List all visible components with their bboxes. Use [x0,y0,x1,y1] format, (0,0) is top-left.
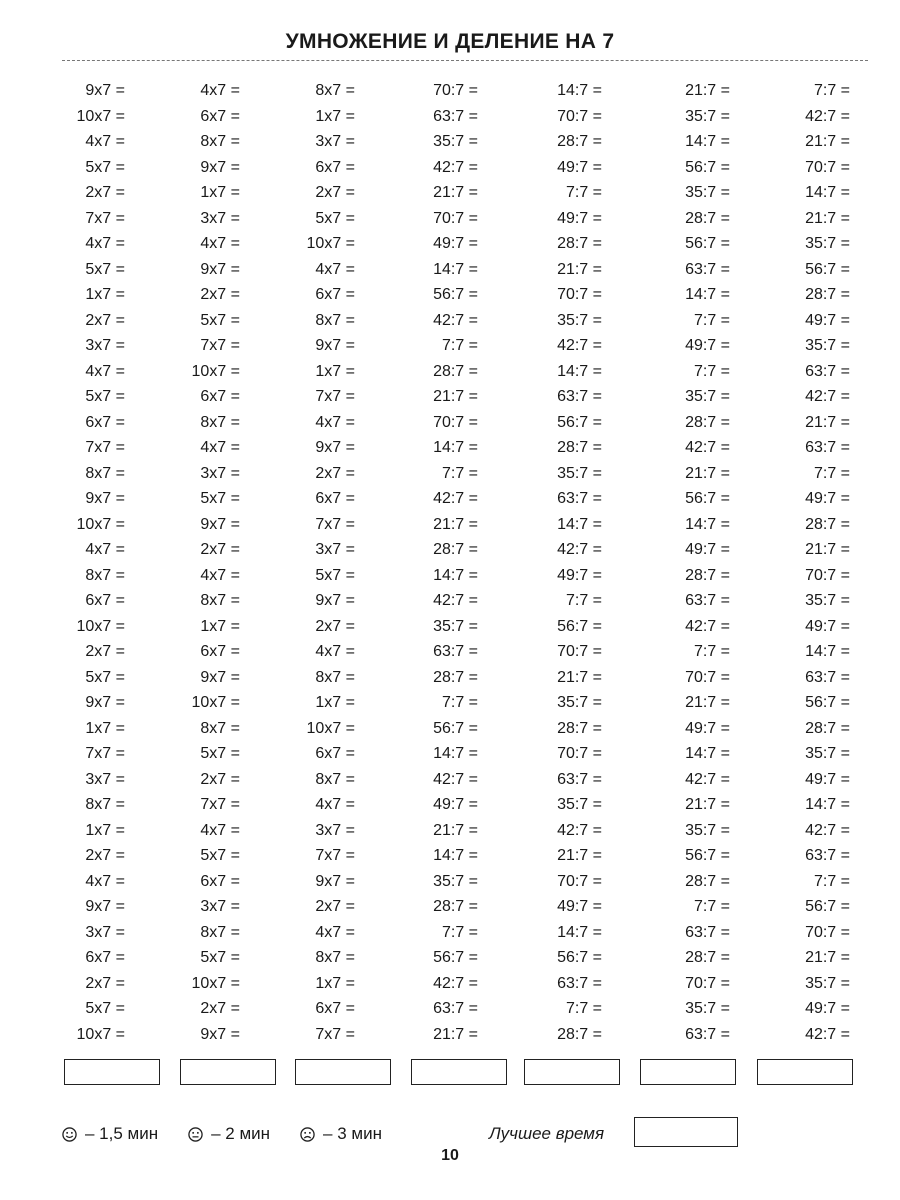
exercise-item: 6x7 = [85,949,125,966]
exercise-item: 2x7 = [315,617,355,635]
exercise-item: 49:7 = [805,770,850,788]
exercise-item: 6x7 = [200,643,240,660]
exercise-item: 7:7 = [813,82,850,99]
exercise-item: 4x7 = [200,566,240,584]
exercise-column [0,78,125,1047]
exercise-item: 9x7 = [85,490,125,507]
exercise-item: 14:7 = [805,184,850,201]
exercise-item: 70:7 = [557,745,602,762]
exercise-item: 21:7 = [805,209,850,227]
exercise-item: 35:7 = [557,796,602,813]
exercise-item: 14:7 = [685,515,730,533]
exercise-item: 28:7 = [685,413,730,431]
exercise-item: 42:7 = [433,158,478,176]
exercise-item: 7:7 = [693,362,730,380]
exercise-item: 35:7 = [433,617,478,635]
exercise-item: 4x7 = [315,260,355,278]
exercise-item: 28:7 = [685,566,730,584]
exercise-item: 6x7 = [200,107,240,125]
exercise-item: 21:7 = [433,515,478,533]
exercise-item: 7:7 = [565,184,602,201]
answer-box[interactable] [411,1059,507,1085]
exercise-item: 7x7 = [200,796,240,813]
exercise-item: 2x7 = [85,847,125,864]
exercise-item: 35:7 = [557,694,602,711]
exercise-item: 5x7 = [200,745,240,762]
exercise-item: 56:7 = [805,260,850,278]
exercise-item: 49:7 = [805,311,850,329]
exercise-item: 10x7 = [191,362,240,380]
exercise-item: 4x7 = [200,235,240,252]
exercise-item: 42:7 = [433,592,478,609]
exercise-item: 49:7 = [433,796,478,813]
exercise-item: 35:7 = [685,1000,730,1017]
exercise-item: 4x7 = [85,872,125,890]
exercise-item: 49:7 = [685,719,730,737]
exercise-item: 42:7 = [805,107,850,125]
exercise-item: 21:7 = [433,388,478,405]
exercise-item: 14:7 = [433,745,478,762]
exercise-item: 9x7 = [200,515,240,533]
page-number: 10 [441,1147,459,1164]
exercise-item: 8x7 = [85,796,125,813]
exercise-item: 56:7 = [805,694,850,711]
exercise-item: 21:7 = [805,541,850,558]
timing-medium-text: – 2 мин [211,1124,271,1143]
exercise-item: 5x7 = [200,490,240,507]
exercise-item: 7:7 = [693,898,730,915]
exercise-item: 28:7 = [685,872,730,890]
exercise-item: 70:7 = [805,158,850,176]
exercise-item: 49:7 = [685,541,730,558]
exercise-item: 3x7 = [315,133,355,150]
exercise-item: 3x7 = [85,337,125,354]
exercise-item: 9x7 = [315,592,355,609]
happy-face-icon [62,1127,77,1142]
exercise-item: 49:7 = [557,209,602,227]
exercise-item: 10x7 = [76,107,125,125]
exercise-item: 63:7 = [557,490,602,507]
exercise-item: 14:7 = [685,745,730,762]
exercise-item: 4x7 = [315,796,355,813]
exercise-item: 8x7 = [85,464,125,482]
exercise-item: 1x7 = [315,694,355,711]
exercise-item: 14:7 = [433,847,478,864]
exercise-item: 4x7 = [85,235,125,252]
exercise-item: 2x7 = [85,184,125,201]
exercise-item: 4x7 = [200,821,240,839]
exercise-item: 1x7 = [315,107,355,125]
exercise-item: 56:7 = [805,898,850,915]
exercise-item: 70:7 = [685,974,730,992]
exercise-item: 3x7 = [85,770,125,788]
exercise-item: 6x7 = [85,413,125,431]
exercise-item: 42:7 = [433,770,478,788]
best-time-label: Лучшее время [489,1124,605,1143]
exercise-item: 14:7 = [433,566,478,584]
exercise-item: 8x7 = [315,770,355,788]
exercise-item: 5x7 = [85,1000,125,1017]
exercise-item: 7x7 = [315,1025,355,1043]
exercise-item: 28:7 = [433,668,478,686]
exercise-item: 14:7 = [557,923,602,941]
exercise-item: 3x7 = [200,898,240,915]
exercise-item: 42:7 = [433,490,478,507]
exercise-item: 63:7 = [685,592,730,609]
exercise-item: 3x7 = [85,923,125,941]
exercise-item: 9x7 = [315,439,355,456]
exercise-item: 63:7 = [685,923,730,941]
exercise-item: 28:7 = [805,719,850,737]
exercise-item: 56:7 = [685,158,730,176]
exercise-item: 42:7 = [557,337,602,354]
exercise-item: 14:7 = [433,260,478,278]
page-title: УМНОЖЕНИЕ И ДЕЛЕНИЕ НА 7 [285,30,615,53]
timing-slow-text: – 3 мин [323,1124,382,1143]
exercise-column [398,78,478,1047]
exercise-item: 21:7 = [685,464,730,482]
exercise-item: 63:7 = [433,643,478,660]
best-time-box[interactable] [634,1117,738,1147]
exercise-item: 4x7 = [85,133,125,150]
exercise-item: 1x7 = [315,362,355,380]
exercise-item: 7x7 = [315,388,355,405]
exercise-item: 28:7 = [557,133,602,150]
exercise-item: 70:7 = [433,413,478,431]
exercise-item: 8x7 = [200,592,240,609]
exercise-item: 6x7 = [315,286,355,303]
timing-fast [62,1124,158,1144]
exercise-item: 7:7 = [565,1000,602,1017]
exercise-column [230,78,355,1047]
exercise-item: 56:7 = [433,286,478,303]
exercise-item: 21:7 = [557,847,602,864]
exercise-item: 56:7 = [685,490,730,507]
exercise-item: 5x7 = [315,209,355,227]
exercise-item: 42:7 = [557,821,602,839]
timing-medium [188,1124,270,1144]
exercise-item: 21:7 = [685,82,730,99]
exercise-item: 28:7 = [805,515,850,533]
answer-box[interactable] [295,1059,391,1085]
exercise-item: 14:7 = [685,133,730,150]
exercise-item: 63:7 = [805,362,850,380]
exercise-item: 21:7 = [805,413,850,431]
exercise-item: 2x7 = [85,974,125,992]
exercise-item: 42:7 = [433,311,478,329]
exercise-item: 49:7 = [805,617,850,635]
exercise-item: 8x7 = [200,133,240,150]
exercise-item: 35:7 = [805,235,850,252]
answer-box[interactable] [524,1059,620,1085]
exercise-item: 14:7 = [433,439,478,456]
exercise-item: 8x7 = [315,668,355,686]
exercise-item: 3x7 = [200,464,240,482]
exercise-item: 28:7 = [433,362,478,380]
exercise-item: 10x7 = [191,694,240,711]
exercise-item: 7:7 = [441,923,478,941]
exercise-item: 5x7 = [85,158,125,176]
exercise-item: 56:7 = [433,949,478,966]
neutral-face-icon [188,1127,203,1142]
exercise-item: 8x7 = [315,949,355,966]
exercise-item: 70:7 = [805,566,850,584]
exercise-item: 70:7 = [557,107,602,125]
exercise-item: 28:7 = [557,719,602,737]
exercise-item: 28:7 = [557,235,602,252]
exercise-item: 49:7 = [557,158,602,176]
exercise-item: 10x7 = [306,235,355,252]
exercise-item: 63:7 = [805,847,850,864]
exercise-item: 2x7 = [85,643,125,660]
exercise-item: 63:7 = [557,770,602,788]
exercise-item: 21:7 = [433,1025,478,1043]
exercise-item: 63:7 = [557,388,602,405]
exercise-item: 21:7 = [557,260,602,278]
exercise-item: 5x7 = [85,388,125,405]
exercise-item: 1x7 = [315,974,355,992]
exercise-item: 56:7 = [685,235,730,252]
exercise-item: 28:7 = [557,1025,602,1043]
exercise-item: 35:7 = [685,184,730,201]
exercise-item: 10x7 = [191,974,240,992]
exercise-item: 56:7 = [433,719,478,737]
timing-slow [300,1124,382,1144]
exercise-item: 42:7 = [685,439,730,456]
exercise-item: 28:7 = [685,209,730,227]
exercise-item: 5x7 = [200,311,240,329]
exercise-item: 8x7 = [85,566,125,584]
answer-box[interactable] [64,1059,160,1085]
exercise-item: 63:7 = [685,260,730,278]
exercise-item: 9x7 = [315,872,355,890]
exercise-item: 4x7 = [315,413,355,431]
exercise-item: 9x7 = [85,82,125,99]
exercise-item: 9x7 = [315,337,355,354]
exercise-item: 49:7 = [805,1000,850,1017]
exercise-item: 42:7 = [557,541,602,558]
exercise-item: 7:7 = [693,311,730,329]
exercise-item: 35:7 = [685,388,730,405]
exercise-item: 42:7 = [433,974,478,992]
exercise-item: 42:7 = [805,1025,850,1043]
exercise-item: 63:7 = [685,1025,730,1043]
exercise-item: 1x7 = [85,286,125,303]
exercise-item: 21:7 = [685,796,730,813]
exercise-item: 14:7 = [805,643,850,660]
exercise-item: 49:7 = [685,337,730,354]
exercise-item: 6x7 = [315,158,355,176]
exercise-item: 35:7 = [685,107,730,125]
exercise-item: 7x7 = [85,745,125,762]
exercise-item: 2x7 = [85,311,125,329]
exercise-item: 56:7 = [557,413,602,431]
exercise-column [522,78,602,1047]
exercise-item: 14:7 = [685,286,730,303]
exercise-item: 21:7 = [805,949,850,966]
exercise-item: 21:7 = [557,668,602,686]
exercise-item: 6x7 = [315,745,355,762]
title-divider [62,60,868,61]
exercise-item: 70:7 = [557,643,602,660]
exercise-item: 7x7 = [85,209,125,227]
exercise-item: 14:7 = [557,82,602,99]
exercise-item: 10x7 = [76,1025,125,1043]
exercise-item: 8x7 = [200,413,240,431]
exercise-item: 5x7 = [85,668,125,686]
exercise-item: 4x7 = [315,643,355,660]
exercise-item: 9x7 = [200,158,240,176]
exercise-item: 10x7 = [76,617,125,635]
exercise-item: 5x7 = [315,566,355,584]
exercise-item: 4x7 = [315,923,355,941]
exercise-item: 1x7 = [200,617,240,635]
exercise-item: 5x7 = [85,260,125,278]
exercise-item: 3x7 = [200,209,240,227]
exercise-item: 7:7 = [441,464,478,482]
exercise-item: 28:7 = [557,439,602,456]
exercise-item: 21:7 = [433,184,478,201]
exercise-item: 6x7 = [85,592,125,609]
exercise-item: 9x7 = [200,668,240,686]
exercise-item: 70:7 = [685,668,730,686]
exercise-item: 7:7 = [813,872,850,890]
exercise-item: 14:7 = [557,362,602,380]
exercise-item: 6x7 = [200,388,240,405]
exercise-item: 56:7 = [557,949,602,966]
exercise-item: 35:7 = [433,133,478,150]
exercise-column [770,78,850,1047]
exercise-item: 6x7 = [200,872,240,890]
exercise-item: 7:7 = [565,592,602,609]
answer-box[interactable] [757,1059,853,1085]
exercise-item: 7:7 = [813,464,850,482]
exercise-item: 35:7 = [557,464,602,482]
exercise-item: 2x7 = [200,541,240,558]
exercise-item: 28:7 = [685,949,730,966]
exercise-column [115,78,240,1047]
exercise-item: 7x7 = [85,439,125,456]
answer-boxes-row [0,1059,900,1087]
exercise-item: 35:7 = [557,311,602,329]
exercise-item: 3x7 = [315,541,355,558]
exercise-item: 21:7 = [805,133,850,150]
exercise-item: 4x7 = [85,541,125,558]
exercise-item: 6x7 = [315,1000,355,1017]
exercise-item: 2x7 = [315,898,355,915]
exercise-item: 49:7 = [805,490,850,507]
exercise-item: 21:7 = [433,821,478,839]
exercise-item: 42:7 = [805,821,850,839]
exercise-item: 7:7 = [441,694,478,711]
exercise-item: 7x7 = [315,847,355,864]
exercise-item: 56:7 = [557,617,602,635]
exercise-item: 28:7 = [433,541,478,558]
exercise-item: 7:7 = [441,337,478,354]
exercise-item: 42:7 = [685,617,730,635]
exercise-item: 2x7 = [200,1000,240,1017]
exercise-item: 6x7 = [315,490,355,507]
exercise-item: 21:7 = [685,694,730,711]
exercise-item: 70:7 = [557,872,602,890]
exercise-item: 7x7 = [315,515,355,533]
exercise-item: 70:7 = [557,286,602,303]
exercise-item: 9x7 = [85,694,125,711]
exercise-item: 9x7 = [200,260,240,278]
exercise-item: 2x7 = [315,464,355,482]
exercise-item: 2x7 = [200,286,240,303]
exercise-item: 35:7 = [685,821,730,839]
exercise-item: 63:7 = [805,668,850,686]
exercise-item: 14:7 = [557,515,602,533]
exercise-item: 70:7 = [433,209,478,227]
exercise-item: 9x7 = [85,898,125,915]
exercise-item: 8x7 = [315,311,355,329]
exercise-item: 3x7 = [315,821,355,839]
exercise-item: 4x7 = [85,362,125,380]
exercise-item: 8x7 = [200,719,240,737]
exercise-item: 4x7 = [200,439,240,456]
exercise-item: 28:7 = [805,286,850,303]
exercise-item: 35:7 = [805,974,850,992]
exercise-item: 42:7 = [685,770,730,788]
exercise-item: 10x7 = [76,515,125,533]
exercise-item: 35:7 = [805,745,850,762]
exercise-item: 1x7 = [85,719,125,737]
exercise-item: 1x7 = [85,821,125,839]
exercise-item: 28:7 = [433,898,478,915]
timing-fast-text: – 1,5 мин [85,1124,159,1143]
exercise-item: 4x7 = [200,82,240,99]
exercise-item: 2x7 = [200,770,240,788]
exercise-item: 35:7 = [805,337,850,354]
exercise-item: 49:7 = [433,235,478,252]
exercise-item: 35:7 = [805,592,850,609]
exercise-item: 8x7 = [315,82,355,99]
exercise-item: 49:7 = [557,566,602,584]
exercise-item: 5x7 = [200,847,240,864]
exercise-item: 10x7 = [306,719,355,737]
exercise-item: 63:7 = [433,1000,478,1017]
exercise-item: 7x7 = [200,337,240,354]
answer-box[interactable] [180,1059,276,1085]
exercise-item: 35:7 = [433,872,478,890]
exercise-item: 63:7 = [557,974,602,992]
exercise-item: 63:7 = [805,439,850,456]
exercise-item: 1x7 = [200,184,240,201]
exercise-item: 7:7 = [693,643,730,660]
exercise-item: 63:7 = [433,107,478,125]
exercise-item: 14:7 = [805,796,850,813]
exercise-item: 8x7 = [200,923,240,941]
exercise-item: 49:7 = [557,898,602,915]
exercise-item: 2x7 = [315,184,355,201]
sad-face-icon [300,1127,315,1142]
exercise-item: 56:7 = [685,847,730,864]
exercise-item: 5x7 = [200,949,240,966]
exercise-item: 42:7 = [805,388,850,405]
exercise-item: 9x7 = [200,1025,240,1043]
exercise-column [650,78,730,1047]
answer-box[interactable] [640,1059,736,1085]
exercise-item: 70:7 = [805,923,850,941]
exercise-item: 70:7 = [433,82,478,99]
